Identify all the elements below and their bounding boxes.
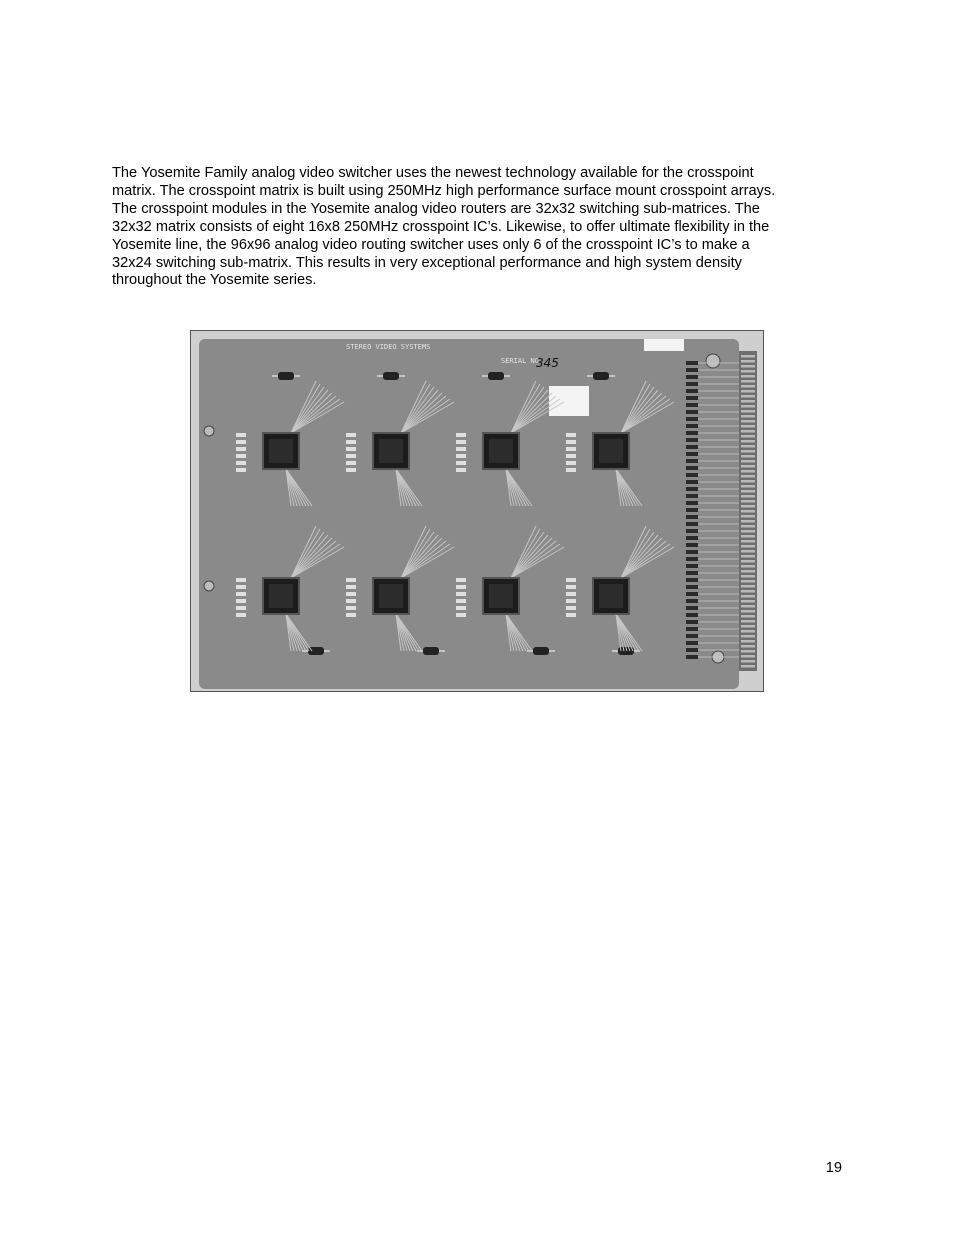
axial-component: [383, 372, 399, 380]
serial-number-text: 345: [536, 356, 559, 370]
axial-component: [593, 372, 609, 380]
axial-component: [533, 647, 549, 655]
page-number: 19: [825, 1160, 842, 1176]
body-line: 32x24 switching sub-matrix. This results in very exceptional performance and high system density: [112, 254, 742, 271]
mounting-hole: [706, 354, 720, 368]
mounting-hole: [204, 426, 214, 436]
body-line: The crosspoint modules in the Yosemite analog video routers are 32x32 switching sub-matrices. The: [112, 200, 760, 217]
inspection-sticker: [549, 386, 589, 416]
mounting-hole: [204, 581, 214, 591]
axial-component: [488, 372, 504, 380]
axial-component: [278, 372, 294, 380]
body-line: Yosemite line, the 96x96 analog video routing switcher uses only 6 of the crosspoint IC’s to make a: [112, 236, 750, 253]
body-paragraph: [112, 165, 842, 290]
barcode-label: [644, 339, 684, 351]
silkscreen-text: SERIAL NO.: [501, 357, 544, 365]
body-line: 32x32 matrix consists of eight 16x8 250MHz crosspoint IC’s. Likewise, to offer ultimate flexibility in the: [112, 218, 770, 235]
crosspoint-board-photo: [190, 330, 764, 692]
body-line: matrix. The crosspoint matrix is built using 250MHz high performance surface mount crosspoint arrays.: [112, 182, 776, 199]
circuit-board-drawing: [191, 331, 763, 691]
body-line: The Yosemite Family analog video switcher uses the newest technology available for the crosspoint: [112, 165, 754, 181]
pcb-board: [199, 339, 739, 689]
axial-component: [423, 647, 439, 655]
silkscreen-text: STEREO VIDEO SYSTEMS: [346, 343, 431, 351]
body-line: throughout the Yosemite series.: [112, 272, 317, 289]
